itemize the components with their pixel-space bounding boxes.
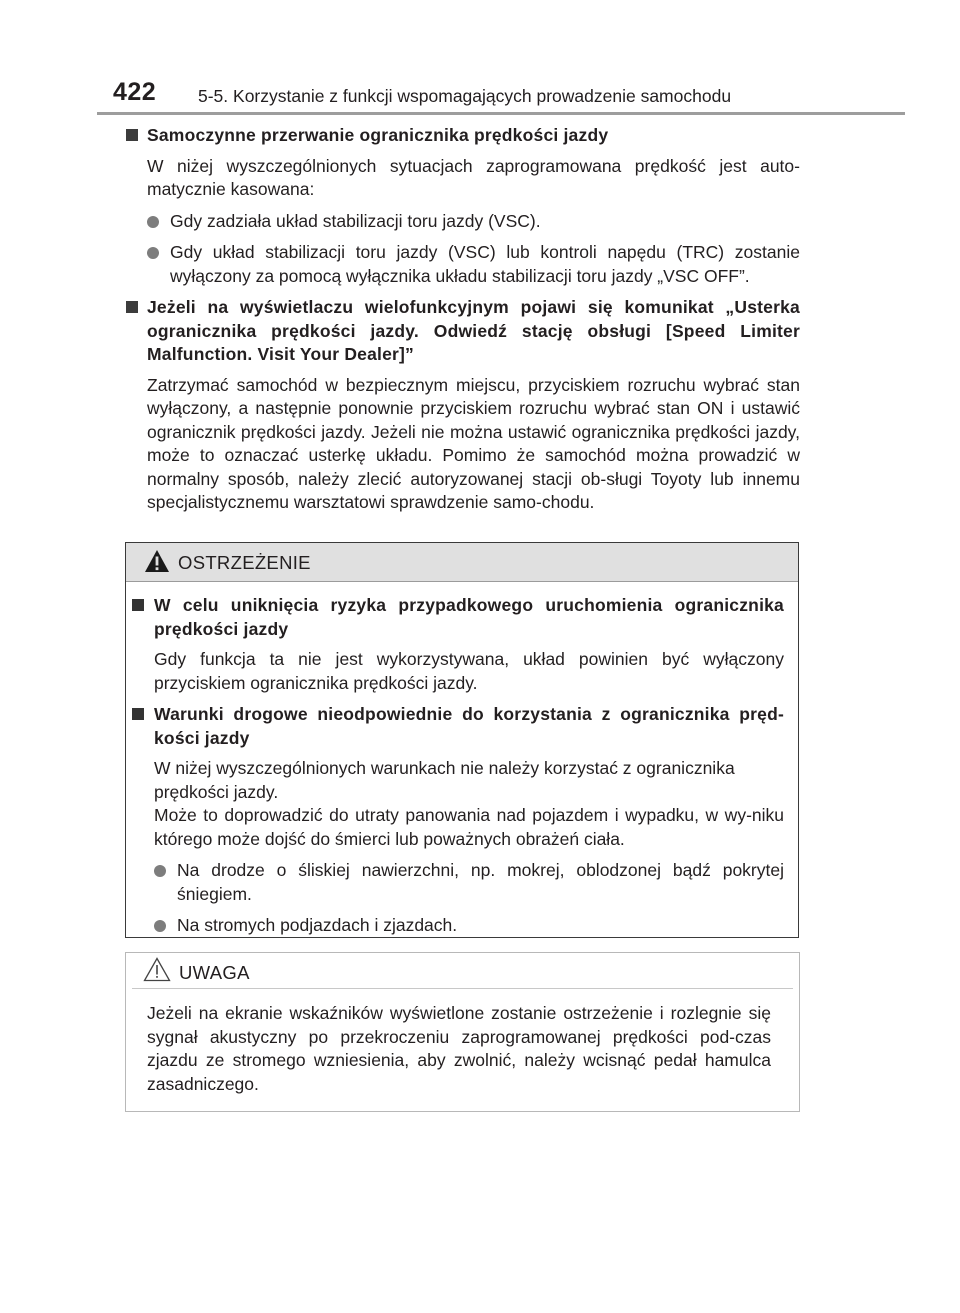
warning-triangle-icon [144, 549, 170, 573]
round-bullet-icon [147, 247, 159, 259]
warning-item [134, 594, 784, 695]
round-bullet-icon [154, 920, 166, 932]
notice-text: Jeżeli na ekranie wskaźników wyświetlone zostanie ostrzeżenie i rozlegnie się sygnał akustyczny po przekroczeniu zaprogramowanej prędkości pod-czas zjazdu ze stromego wzniesienia, aby zwolnić, należy wcisnąć pedał hamulca zasadniczego. [147, 1003, 771, 1094]
section-heading: Samoczynne przerwanie ogranicznika prędkości jazdy [147, 125, 609, 145]
chapter-title: 5-5. Korzystanie z funkcji wspomagających prowadzenie samochodu [198, 86, 732, 106]
warning-body [126, 582, 798, 938]
list-item [154, 914, 784, 938]
notice-title: UWAGA [179, 962, 250, 983]
page-header [0, 0, 960, 120]
header-divider [97, 112, 905, 115]
warning-item-paragraph: Gdy funkcja ta nie jest wykorzystywana, układ powinien być wyłączony przyciskiem ogranicznika prędkości jazdy. [154, 649, 784, 693]
warning-header [126, 543, 798, 582]
section-auto-cancel [128, 124, 800, 288]
main-content [128, 124, 800, 523]
warning-item-paragraph: W niżej wyszczególnionych warunkach nie należy korzystać z ogranicznika prędkości jazdy. [154, 758, 735, 802]
list-item-text: Na drodze o śliskiej nawierzchni, np. mokrej, oblodzonej bądź pokrytej śniegiem. [177, 860, 784, 904]
square-bullet-icon [126, 301, 138, 313]
section-malfunction-message [128, 296, 800, 515]
list-item [154, 859, 784, 906]
section-paragraph: Zatrzymać samochód w bezpiecznym miejscu, przyciskiem rozruchu wybrać stan wyłączony, a następnie ponownie przyciskiem rozruchu wybrać stan ON i ustawić ogranicznik prędkości jazdy. Jeżeli nie można ustawić ogranicznika prędkości jazdy, może to oznaczać usterkę układu. Pomimo że samochód można prowadzić w normalny sposób, należy zlecić autoryzowanej stacji ob-sługi Toyoty lub innemu specjalistycznemu warsztatowi sprawdzenie samo-chodu. [147, 374, 800, 512]
warning-box [125, 542, 799, 938]
notice-box [125, 952, 800, 1112]
section-heading: Jeżeli na wyświetlaczu wielofunkcyjnym pojawi się komunikat „Usterka ogranicznika prędkości jazdy. Odwiedź stację obsługi [Speed Limiter Malfunction. Visit Your Dealer]” [147, 297, 800, 364]
square-bullet-icon [126, 129, 138, 141]
list-item-text: Gdy zadziała układ stabilizacji toru jazdy (VSC). [170, 210, 541, 231]
list-item-text: Gdy układ stabilizacji toru jazdy (VSC) lub kontroli napędu (TRC) zostanie wyłączony za pomocą wyłącznika układu stabilizacji toru jazdy „VSC OFF”. [170, 242, 800, 286]
list-item [147, 210, 800, 234]
round-bullet-icon [147, 216, 159, 228]
page-number: 422 [113, 78, 157, 106]
square-bullet-icon [132, 599, 144, 611]
list-item-text: Na stromych podjazdach i zjazdach. [177, 915, 458, 935]
round-bullet-icon [154, 865, 166, 877]
square-bullet-icon [132, 708, 144, 720]
warning-item-heading: Warunki drogowe nieodpowiednie do korzystania z ogranicznika pręd-kości jazdy [154, 704, 784, 748]
warning-item [134, 703, 784, 938]
notice-header [132, 953, 793, 989]
warning-item-paragraph: Może to doprowadzić do utraty panowania nad pojazdem i wypadku, w wy-niku którego może dojść do śmierci lub poważnych obrażeń ciała. [154, 805, 784, 849]
list-item [147, 241, 800, 288]
section-paragraph: W niżej wyszczególnionych sytuacjach zaprogramowana prędkość jest auto-matycznie kasowana: [147, 155, 800, 199]
caution-triangle-icon [143, 957, 171, 982]
warning-item-heading: W celu uniknięcia ryzyka przypadkowego uruchomienia ogranicznika prędkości jazdy [154, 595, 784, 639]
warning-title: OSTRZEŻENIE [178, 552, 311, 573]
